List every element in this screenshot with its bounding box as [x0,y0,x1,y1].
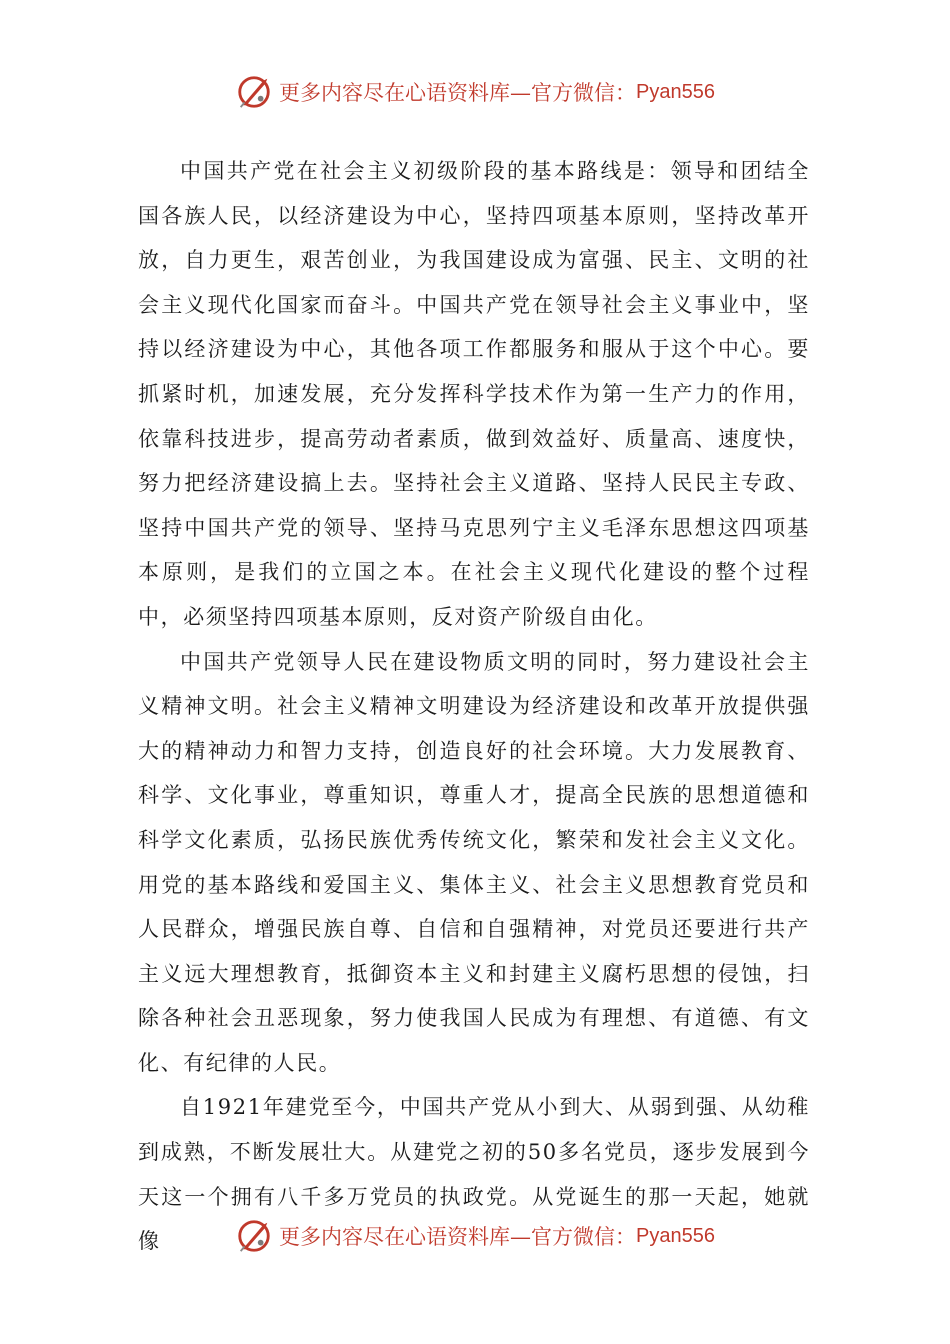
footer-wechat-id: Pyan556 [636,1224,715,1247]
quill-pen-logo-icon [235,1217,273,1255]
quill-pen-logo-icon [235,73,273,111]
document-body [138,149,810,1264]
paragraph-party-history: 自1921年建党至今，中国共产党从小到大、从弱到强、从幼稚到成熟，不断发展壮大。从建党之初的50多名党员，逐步发展到今天这一个拥有八千多万党员的执政党。从党诞生的那一天起，她就像 [138,1095,810,1254]
header-banner [0,70,950,114]
header-text: 更多内容尽在心语资料库—官方微信： [279,81,637,105]
footer-text: 更多内容尽在心语资料库—官方微信： [279,1225,637,1249]
header-wechat-id: Pyan556 [636,80,715,103]
footer-banner [0,1214,950,1258]
paragraph-basic-line: 中国共产党在社会主义初级阶段的基本路线是：领导和团结全国各族人民，以经济建设为中心，坚持四项基本原则，坚持改革开放，自力更生，艰苦创业，为我国建设成为富强、民主、文明的社会主义现代化国家而奋斗。中国共产党在领导社会主义事业中，坚持以经济建设为中心，其他各项工作都服务和服从于这个中心。要抓紧时机，加速发展，充分发挥科学技术作为第一生产力的作用，依靠科技进步，提高劳动者素质，做到效益好、质量高、速度快，努力把经济建设搞上去。坚持社会主义道路、坚持人民民主专政、坚持中国共产党的领导、坚持马克思列宁主义毛泽东思想这四项基本原则，是我们的立国之本。在社会主义现代化建设的整个过程中，必须坚持四项基本原则，反对资产阶级自由化。 [138,159,810,629]
paragraph-spiritual-civilization: 中国共产党领导人民在建设物质文明的同时，努力建设社会主义精神文明。社会主义精神文明建设为经济建设和改革开放提供强大的精神动力和智力支持，创造良好的社会环境。大力发展教育、科学、文化事业，尊重知识，尊重人才，提高全民族的思想道德和科学文化素质，弘扬民族优秀传统文化，繁荣和发社会主义文化。用党的基本路线和爱国主义、集体主义、社会主义思想教育党员和人民群众，增强民族自尊、自信和自强精神，对党员还要进行共产主义远大理想教育，抵御资本主义和封建主义腐朽思想的侵蚀，扫除各种社会丑恶现象，努力使我国人民成为有理想、有道德、有文化、有纪律的人民。 [138,649,810,1075]
